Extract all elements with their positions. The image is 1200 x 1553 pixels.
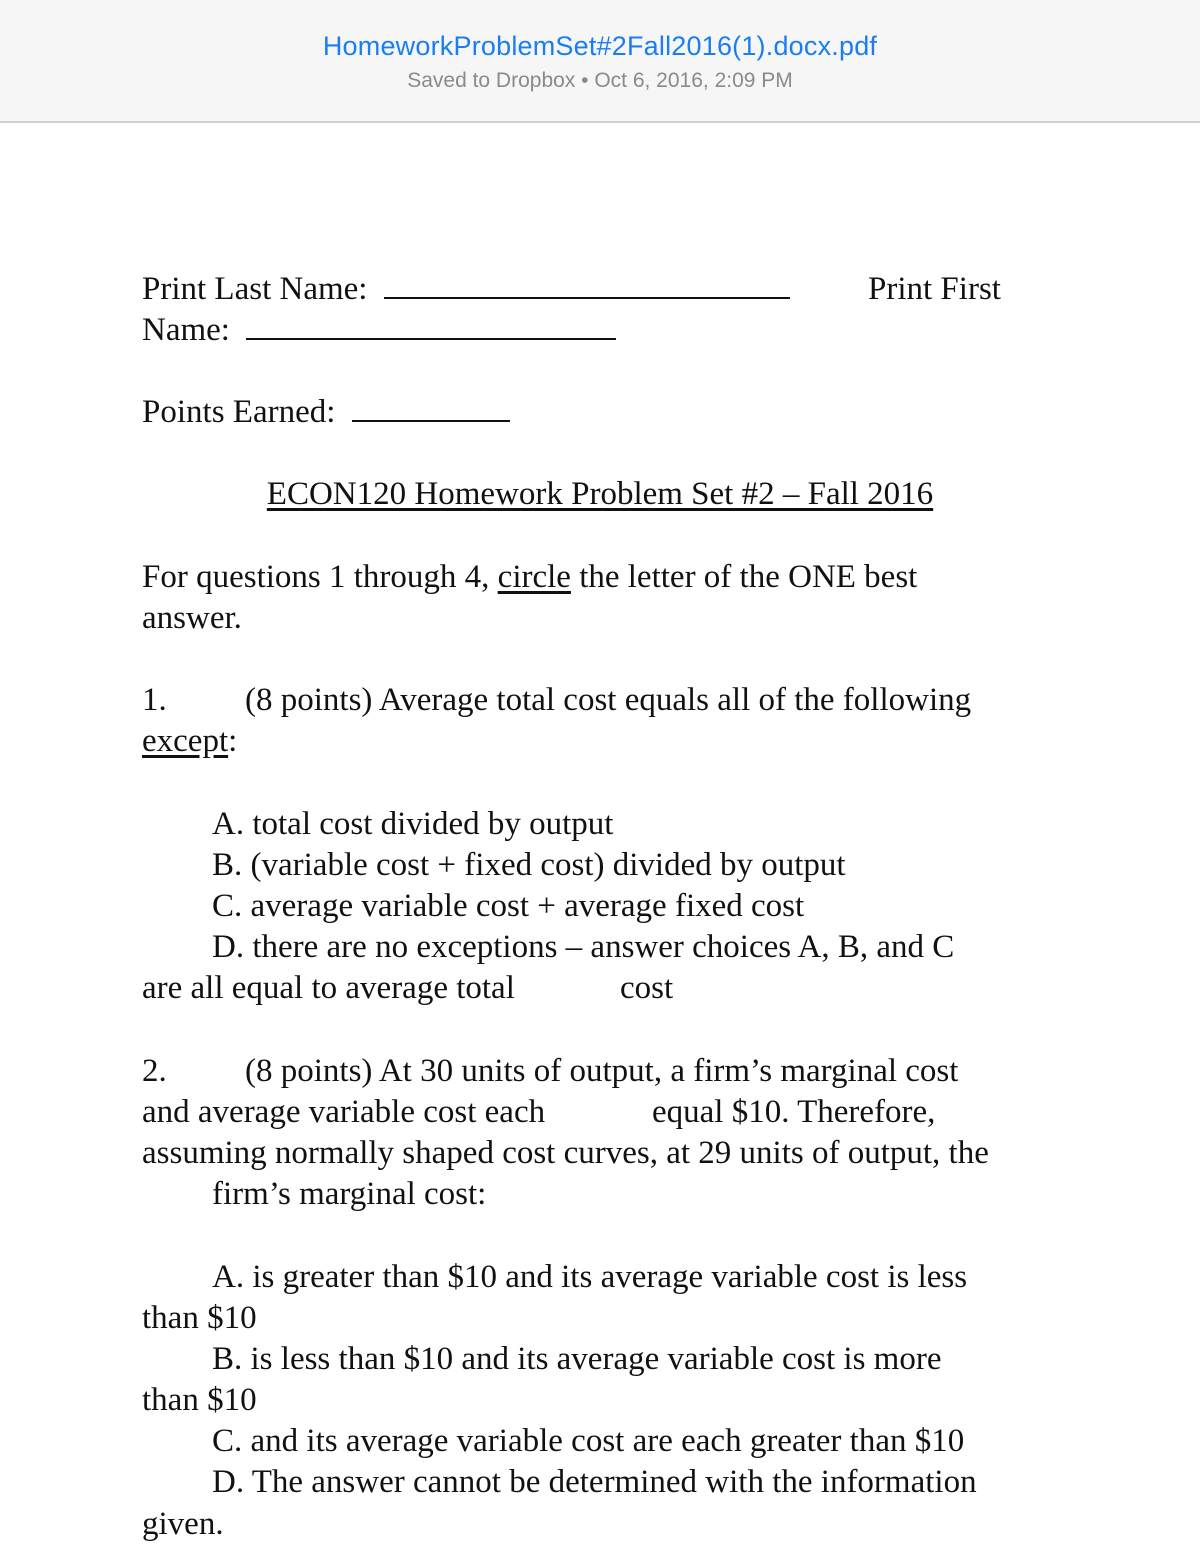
q2-choice-b[interactable]: B. is less than $10 and its average variable cost is more xyxy=(212,1341,942,1377)
save-status: Saved to Dropbox • Oct 6, 2016, 2:09 PM xyxy=(407,69,793,92)
points-earned-line xyxy=(142,392,510,432)
q2-choice-b-cont: than $10 xyxy=(142,1382,257,1418)
q1-number: 1. xyxy=(142,682,167,718)
first-name-blank xyxy=(246,312,616,340)
q2-text-line3: assuming normally shaped cost curves, at 29 units of output, the xyxy=(142,1135,989,1171)
last-name-blank xyxy=(384,271,790,299)
q2-choice-c[interactable]: C. and its average variable cost are each greater than $10 xyxy=(212,1423,965,1459)
first-name-label-part2: Name: xyxy=(142,312,230,348)
document-header xyxy=(0,0,1200,123)
q1-choice-b[interactable]: B. (variable cost + fixed cost) divided by output xyxy=(212,847,846,883)
points-earned-label: Points Earned: xyxy=(142,394,336,430)
q2-choice-d[interactable]: D. The answer cannot be determined with the information xyxy=(212,1464,977,1500)
first-name-line xyxy=(142,310,616,350)
q1-choice-d-cont-b: cost xyxy=(620,970,674,1006)
instructions-end: the letter of the ONE best xyxy=(570,559,918,595)
q1-choice-a[interactable]: A. total cost divided by output xyxy=(212,806,614,842)
instructions-emphasis: circle xyxy=(497,559,571,595)
first-name-label-part1: Print First xyxy=(868,271,1001,307)
q2-text-line1: (8 points) At 30 units of output, a firm’s marginal cost xyxy=(245,1053,959,1089)
q2-number: 2. xyxy=(142,1053,167,1089)
last-name-label: Print Last Name: xyxy=(142,271,368,307)
last-name-line xyxy=(142,269,790,309)
document-title: ECON120 Homework Problem Set #2 – Fall 2016 xyxy=(266,476,934,512)
q1-choice-c[interactable]: C. average variable cost + average fixed cost xyxy=(212,888,805,924)
q2-choice-d-cont: given. xyxy=(142,1506,224,1542)
q1-colon: : xyxy=(228,723,238,759)
q1-except-word: except xyxy=(142,723,229,759)
q2-text-line2b: equal $10. Therefore, xyxy=(652,1094,936,1130)
instructions-line2: answer. xyxy=(142,600,242,636)
instructions-start: For questions 1 through 4, xyxy=(142,559,498,595)
q1-choice-d-cont-a: are all equal to average total xyxy=(142,970,515,1006)
q1-choice-d[interactable]: D. there are no exceptions – answer choices A, B, and C xyxy=(212,929,955,965)
q1-text: (8 points) Average total cost equals all of the following xyxy=(245,682,972,718)
file-name-title[interactable]: HomeworkProblemSet#2Fall2016(1).docx.pdf xyxy=(322,31,878,61)
q2-text-line2a: and average variable cost each xyxy=(142,1094,546,1130)
instructions xyxy=(142,557,917,597)
q1-except xyxy=(142,721,237,761)
q2-text-line4: firm’s marginal cost: xyxy=(212,1176,487,1212)
q2-choice-a[interactable]: A. is greater than $10 and its average variable cost is less xyxy=(212,1259,968,1295)
q2-choice-a-cont: than $10 xyxy=(142,1300,257,1336)
points-earned-blank xyxy=(352,394,510,422)
